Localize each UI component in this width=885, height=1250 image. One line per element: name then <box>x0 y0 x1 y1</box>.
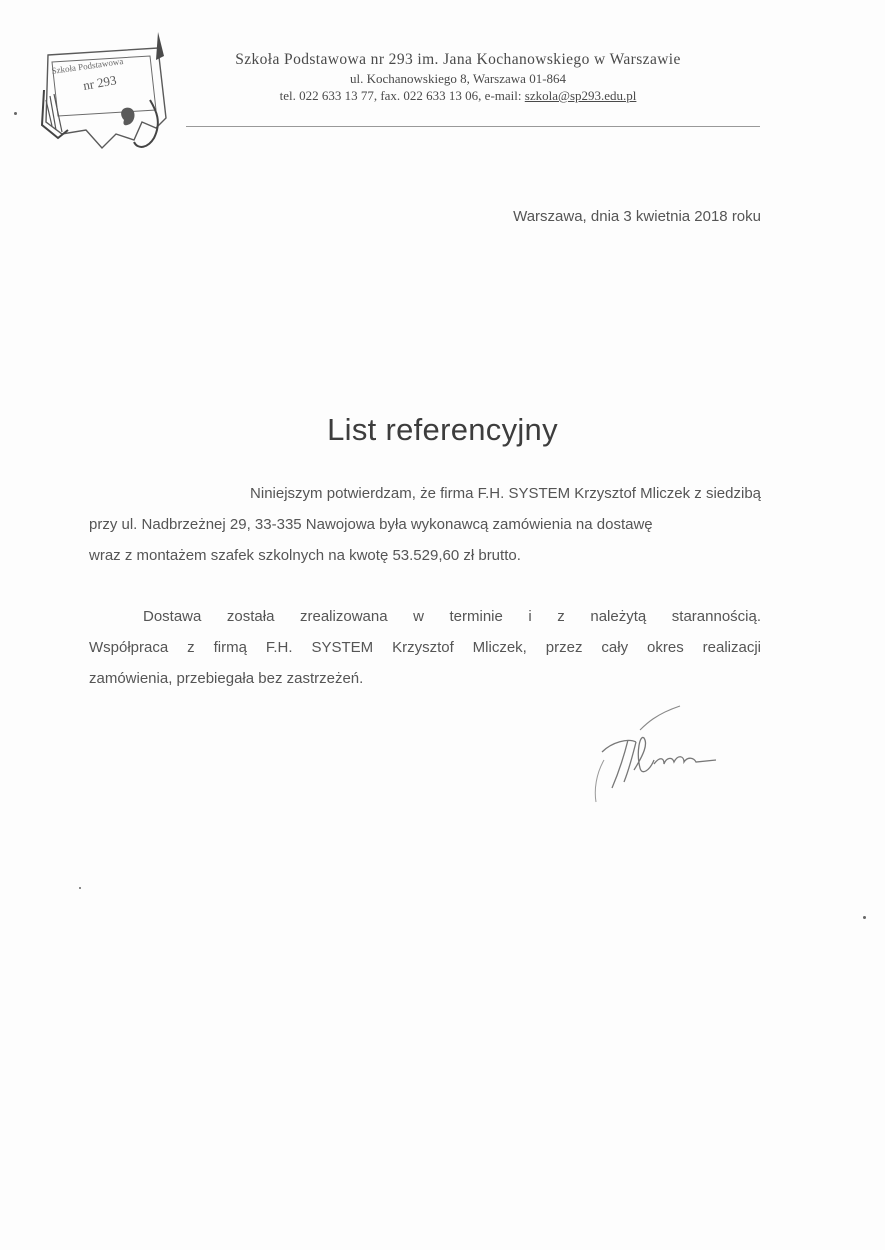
document-title: List referencyjny <box>327 412 558 447</box>
school-logo-stamp <box>38 30 178 158</box>
handwritten-signature <box>584 700 734 810</box>
scan-speck <box>14 112 17 115</box>
school-email-link[interactable]: szkola@sp293.edu.pl <box>524 88 637 103</box>
contact-phones: tel. 022 633 13 77, fax. 022 633 13 06, e-mail: <box>279 88 525 103</box>
date-place-line: Warszawa, dnia 3 kwietnia 2018 roku <box>513 208 761 225</box>
school-name: Szkoła Podstawowa nr 293 im. Jana Kochanowskiego w Warszawie <box>235 51 681 68</box>
scan-speck <box>79 887 81 889</box>
logo-stamp-number: nr 293 <box>81 72 118 93</box>
paragraph-line: Współpraca z firmą F.H. SYSTEM Krzysztof Mliczek, przez cały okres realizacji <box>89 639 761 656</box>
paragraph-confirmation <box>89 478 761 571</box>
school-address: ul. Kochanowskiego 8, Warszawa 01-864 <box>349 71 567 86</box>
paragraph-line: Niniejszym potwierdzam, że firma F.H. SYSTEM Krzysztof Mliczek z siedzibą <box>250 485 761 502</box>
paragraph-line: zamówienia, przebiegała bez zastrzeżeń. <box>89 670 364 687</box>
paragraph-line: wraz z montażem szafek szkolnych na kwotę 53.529,60 zł brutto. <box>89 547 521 564</box>
letterhead <box>178 50 738 104</box>
school-contact <box>178 87 738 104</box>
paragraph-assessment <box>89 601 761 694</box>
logo-stamp-text: Szkoła Podstawowa <box>50 56 124 76</box>
paragraph-line: przy ul. Nadbrzeżnej 29, 33-335 Nawojowa była wykonawcą zamówienia na dostawę <box>89 516 653 533</box>
letterhead-divider <box>186 126 760 127</box>
scan-speck <box>863 916 866 919</box>
paragraph-line: Dostawa została zrealizowana w terminie i z należytą starannością. <box>143 608 761 625</box>
